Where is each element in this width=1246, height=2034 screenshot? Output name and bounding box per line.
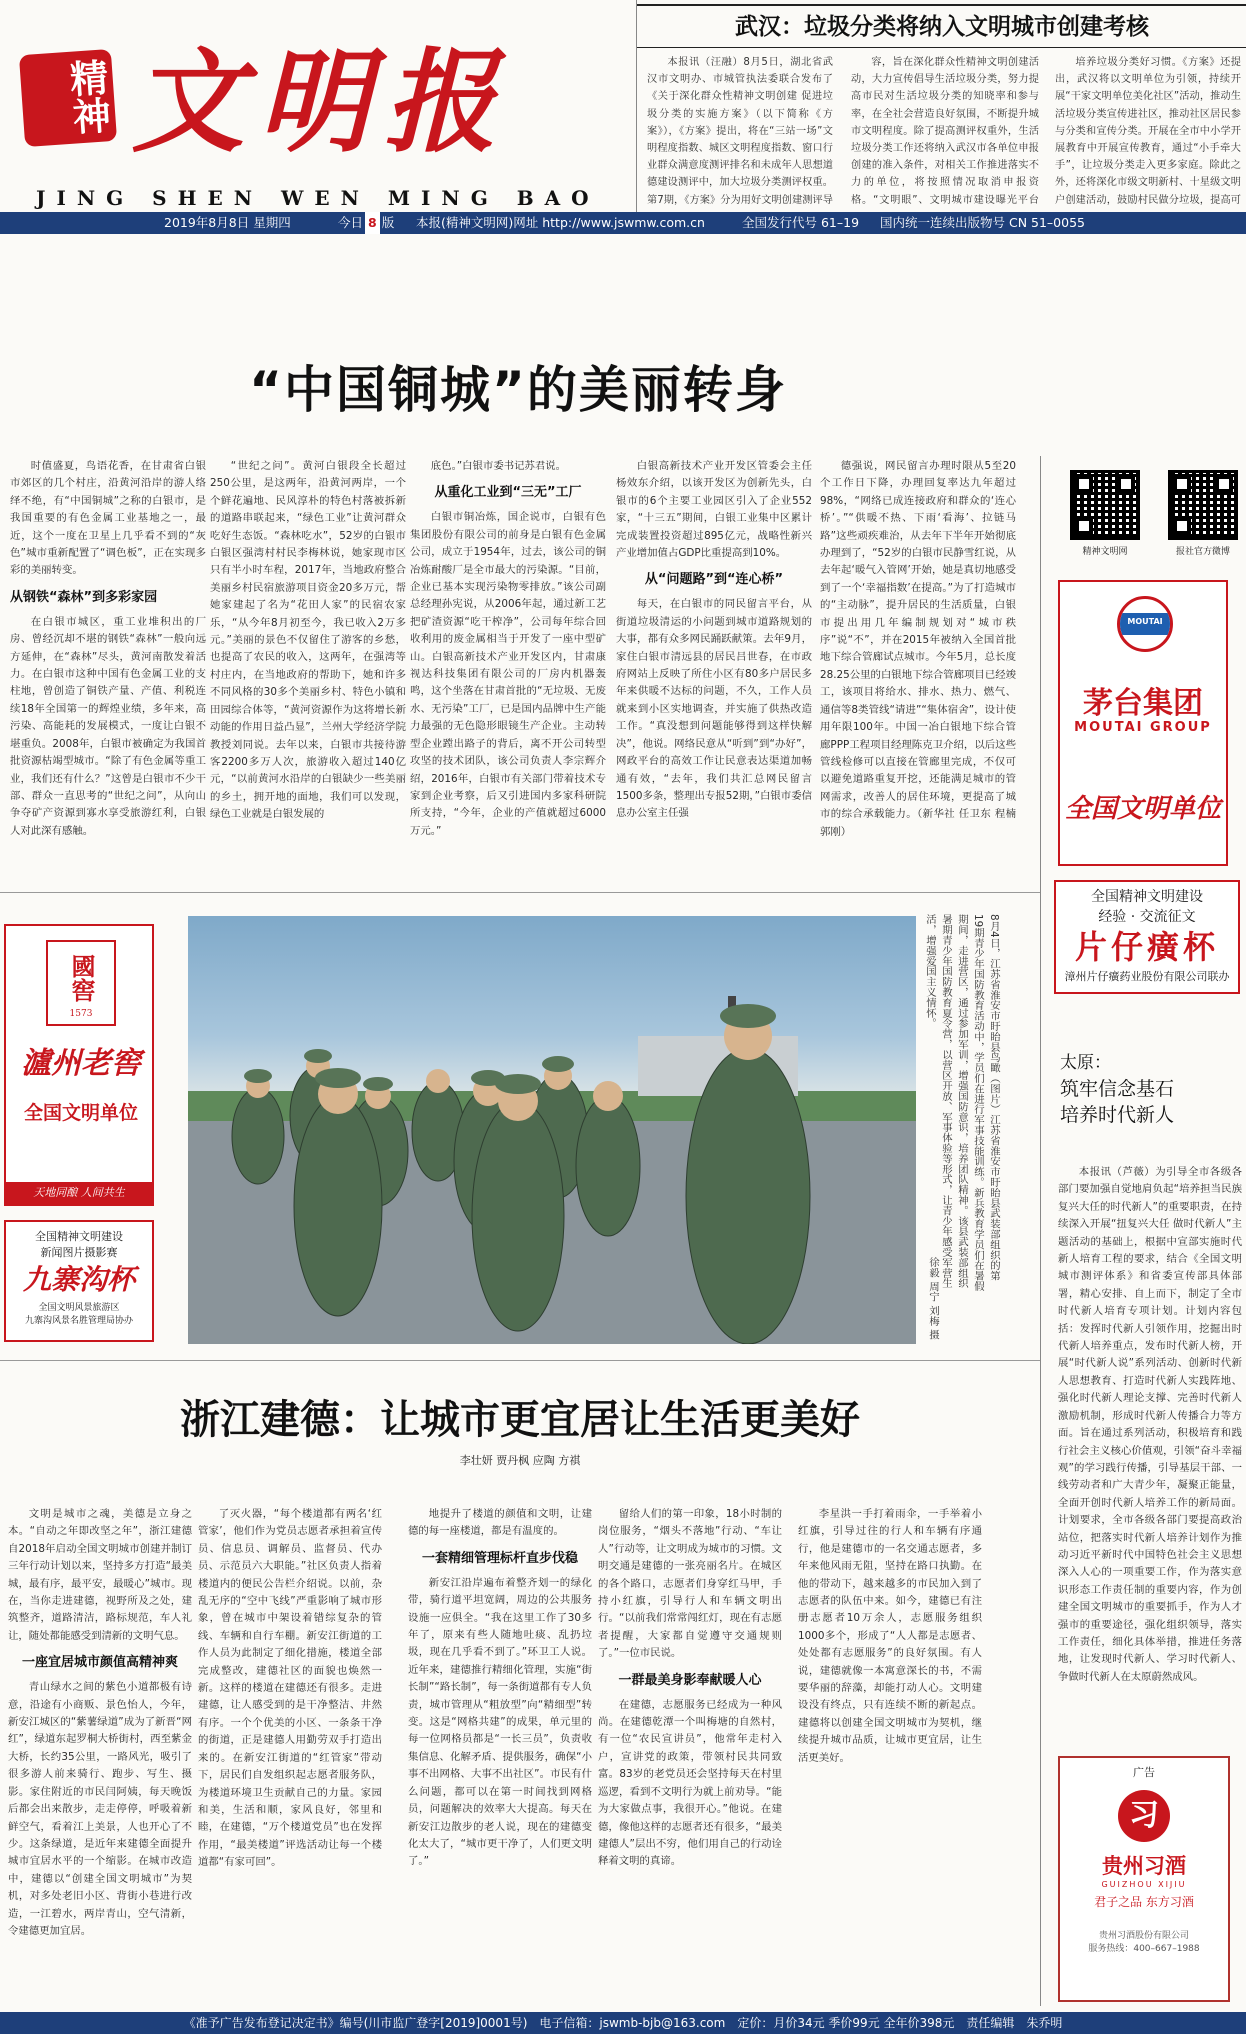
- jzg-foot2: 九寨沟风景名胜管理局协办: [24, 1316, 133, 1326]
- jzg-name: 九寨沟杯: [22, 1263, 135, 1296]
- info-bar: [0, 212, 1246, 234]
- article1-headline[interactable]: “中国铜城”的美丽转身: [249, 361, 787, 419]
- moutai-tag: 全国文明单位: [1064, 794, 1221, 824]
- article2-col1: 文明是城市之魂，美德是立身之本。“自动之年即改坚之年”，浙江建德自2018年启动全国文明城市创建并制订三年行动计划以来，坚持多方打造“最美城，最有序，最平安，最暖心”城市。现在，当你走进建德，视野所及之处，建筑整齐，道路清洁，路标规范，车人礼让，随处都能感受到清新的文明气息。 一座宜居城市颜值高精神爽 青山绿水之间的紫色小道都极有诗意，沿途有小商贩、景色怡人，今年，新安江城区的“紫薯绿道”成为了新晋“网红”，绿道东起罗桐大桥街村，西至紫金大桥，长约35公里，一路风光，吸引了很多游人前来骑行、跑步、写生、摄影。家住附近的市民闫阿姨，每天晚饭后都会出来散步，走走停停，呼吸着新鲜空气，看着江上美景，人也开心了不少。这条绿道，是近年来建德全面提升城市宜居水平的一个缩影。在城市改造中，建德以“创建全国文明城市”为契机，对多处老旧小区、背街小巷进行改造，一江碧水，两岸青山，空气清新，令建德更加宜居。: [8, 1508, 192, 1937]
- photo-caption: [922, 914, 1034, 1344]
- moutai-en: MOUTAI GROUP: [1074, 720, 1212, 735]
- xijiu-slogan: 君子之品 东方习酒: [1094, 1895, 1194, 1909]
- issue-code: 全国发行代号 61–19: [742, 215, 860, 230]
- article1-col1: 时值盛夏，鸟语花香，在甘肃省白银市郊区的几个村庄，沿黄河沿岸的游人络绎不绝，有“中国铜城”之称的白银市，是我国重要的有色金属工业基地之一，最近，这个一度在卫星上几乎看不到的“灰色”城市重新配置了“调色板”，正在实现多彩的美丽转变。 从钢铁“森林”到多彩家园 在白银市城区，重工业堆积出的厂房、曾经沉却不堪的钢铁“森林”一般向远方延伸，在“森林”尽头，黄河南散发着活力。在白银市这种中国有色金属工业的支柱地，曾创造了铜铁产量、产值、利税连续18年全国第一的辉煌业绩，多年来，高污染、高能耗的发展模式，一度让白银不堪重负。2008年，白银市被确定为我国首批资源枯竭型城市。“除了有色金属等重工业，我们还有什么？”这曾是白银市不少干部、群众一直思考的“世纪之问”，从向山争夺矿产资源到寡水享受旅游红利，白银人对此深有感触。: [10, 460, 206, 837]
- pzh-name: 片仔癀杯: [1074, 928, 1219, 966]
- xijiu-name: 贵州习酒: [1102, 1854, 1186, 1878]
- moutai-name: 茅台集团: [1083, 686, 1203, 721]
- qr1-label: 精神文明网: [1082, 547, 1128, 557]
- guojiao-seal-icon: 國窖 1573: [46, 940, 116, 1026]
- pzh-company: 漳州片仔癀药业股份有限公司联办: [1064, 970, 1230, 983]
- pianzaihuang-ad[interactable]: [1054, 880, 1240, 994]
- masthead: [0, 0, 630, 210]
- article2-subhead2: 一套精细管理标杆直步伐稳: [421, 1550, 578, 1566]
- taiyuan-sub2: 培养时代新人: [1060, 1104, 1175, 1126]
- taiyuan-headline[interactable]: [1060, 1050, 1240, 1128]
- article2-col5: 李星洪一手打着雨伞，一手举着小红旗，引导过往的行人和车辆有序通行，他是建德市的一名交通志愿者，多年来他风雨无阻，坚持在路口执勤。在他的带动下，越来越多的市民加入到了志愿者的队伍中来。如今，建德已有注册志愿者10万余人，志愿服务组织1000多个，形成了“人人都是志愿者、处处都有志愿服务”的良好氛围。有人说，建德就像一本寓意深长的书，不需要华丽的辞藻，却能打动人心。文明建设没有终点，只有连续不断的新起点。建德将以创建全国文明城市为契机，继续提升城市品质，让城市更宜居，让生活更美好。: [798, 1508, 982, 1764]
- top-headline-text: 武汉：垃圾分类将纳入文明城市创建考核: [735, 14, 1149, 40]
- ad-label: 广告: [1133, 1766, 1155, 1779]
- logo-small-text: 精神: [62, 57, 113, 137]
- page-count: 今日 8 版: [338, 212, 394, 234]
- photo-caption-text: 8月4日，江苏省淮安市盱眙县鸟瞰（图片）江苏省淮安市盱眙县武装部组织的第19期青少年国防教育活动中，学员们在进行军事技能训练。新兵教育学员们在暑假期间，走进营区，通过参加军训，增强国防意识，培养团队精神。该县武装部组织暑期青少年国防教育夏令营，以营区开放、军事体验等形式，让青少年感受军营生活，增强爱国主义情怀。: [924, 914, 1000, 1292]
- photo-credit: 徐毅 周宁 刘梅 摄: [927, 1257, 939, 1340]
- issue-date: 2019年8月8日 星期四: [164, 215, 291, 230]
- xijiu-logo-icon: 习: [1118, 1790, 1170, 1842]
- photo-scene-svg: [188, 916, 916, 1344]
- issn: 国内统一连续出版物号 CN 51–0055: [880, 215, 1085, 230]
- jiuzhaigou-ad[interactable]: [4, 1220, 154, 1342]
- qr-code-icon[interactable]: [1168, 470, 1238, 540]
- qr2-label: 报社官方微博: [1175, 547, 1230, 557]
- luzhou-slogan: 天地同酿 人间共生: [6, 1182, 152, 1204]
- article2-headline[interactable]: 浙江建德：让城市更宜居让生活更美好: [180, 1397, 860, 1443]
- taiyuan-head: 太原：: [1060, 1053, 1111, 1073]
- footer-text: 《准予广告发布登记决定书》编号(川市监广登字[2019]0001号) 电子信箱：jswmb-bjb@163.com 定价：月价34元 季价99元 全年价398元 责任编辑 朱乔明: [183, 2016, 1063, 2030]
- sidebar-divider: [1040, 456, 1041, 2006]
- article2-subhead3: 一群最美身影奉献暖人心: [618, 1672, 762, 1688]
- top-story-box: [636, 0, 1246, 212]
- xijiu-phone: 服务热线：400–667–1988: [1088, 1944, 1200, 1954]
- top-story-col2: 容，旨在深化群众性精神文明创建活动，大力宣传倡导生活垃圾分类，努力提高市民对生活垃圾分类的知晓率和参与率，在全社会营造良好氛围，不断提升城市文明程度。除了提高测评权重外，生活垃圾分类工作还将纳入武汉市各单位申报创建的准入条件，对相关工作推进落实不力的单位，将按照情况取消申报资格。“文明眼”、文明城市建设曝光平台: [851, 57, 1039, 206]
- article1-subhead1: 从钢铁“森林”到多彩家园: [10, 589, 158, 605]
- jzg-line2: 新闻图片摄影赛: [40, 1246, 118, 1259]
- news-photo[interactable]: [188, 916, 916, 1344]
- moutai-ad[interactable]: [1058, 580, 1228, 866]
- pzh-line1: 全国精神文明建设: [1091, 889, 1203, 905]
- top-story-col3: 培养垃圾分类好习惯。《方案》还提出，武汉将以文明单位为引领，持续开展“干家文明单位美化社区”活动，推动生活垃圾分类宣传进社区，推动社区居民参与分类和宣传分类。开展在全市中小学开展教育中开展宣传教育，通过“小手牵大手”，让垃圾分类走入更多家庭。除此之外，还将深化市级文明新村、十星级文明户创建活动，鼓励村民做分垃圾，提高可: [1055, 57, 1241, 206]
- article2-col3: 地提升了楼道的颜值和文明，让建德的每一座楼道，都是有温度的。 一套精细管理标杆直步伐稳 新安江沿岸遍布着整齐划一的绿化带，骑行道平坦宽阔，周边的公共服务设施一应俱全。“我在这里工作了30多年了，原来有些人随地吐痰、乱扔垃圾，现在几乎看不到了。”环卫工人说。近年来，建德推行精细化管理，实施“街长制”“路长制”，每一条街道都有专人负责，城市管理从“粗放型”向“精细型”转变。这是“网格共建”的成果，单元里的每一位网格员都是“一长三员”，负责收集信息、化解矛盾、提供服务，确保“小事不出网格、大事不出社区”。市民有什么问题，都可以在第一时间找到网格员，问题解决的效率大大提高。每天在新安江边散步的老人说，现在的建德变化太大了，“城市更干净了，人们更文明了。”: [408, 1508, 592, 1868]
- article1-subhead3: 从“问题路”到“连心桥”: [644, 572, 784, 588]
- luzhou-laojiao-ad[interactable]: [4, 924, 154, 1206]
- taiyuan-sub1: 筑牢信念基石: [1060, 1078, 1175, 1100]
- pzh-line2: 经验 · 交流征文: [1098, 909, 1196, 925]
- article1-subhead2: 从重化工业到“三无”工厂: [434, 485, 582, 501]
- site-url[interactable]: 本报(精神文明网)网址 http://www.jswmw.com.cn: [416, 215, 705, 230]
- luzhou-tag: 全国文明单位: [23, 1102, 138, 1124]
- top-headline[interactable]: [637, 4, 1246, 48]
- article1-col2: “世纪之问”。黄河白银段全长超过250公里，是这两年，沿黄河两岸，一个个鲜花遍地、民风淳朴的特色村落被拆新的道路串联起来，“绿色工业”让黄河群众吃好生态饭。“森林吃水”，52岁的白银市白银区强湾村村民李梅林说，她家现市区只有半小时车程，2017年，当地政府整合美丽乡村民宿旅游项目资金20多万元，帮她家建起了名为“花田人家”的民宿农家乐，“从今年8月初至今，我已收入2万多元。”美丽的景色不仅留住了游客的乡愁，也提高了农民的收入，这两年，在强湾等村庄内，在当地政府的帮助下，她和许多不同风格的30多个美丽乡村、特色小镇和田园综合体等，“黄河资源作为这将增长新动能的作用日益凸显”，兰州大学经济学院教授刘同说。去年以来，白银市共接待游客2200多万人次，旅游收入超过140亿元，“以前黄河水沿岸的白银缺少一些美丽的乡土，拥开地的面地，我们可以发现，绿色工业就是白银发展的: [210, 460, 406, 821]
- logo-seal: [19, 49, 117, 147]
- moutai-logo-icon: MOUTAI: [1117, 596, 1173, 652]
- jzg-foot1: 全国文明风景旅游区: [38, 1303, 120, 1313]
- section-divider: [0, 892, 1040, 893]
- article2-col2: 了灭火器，“每个楼道都有两名‘红管家’，他们作为党员志愿者承担着宣传员、信息员、调解员、监督员、代办员、示范员六大职能。”社区负责人指着楼道内的便民公告栏介绍说。以前，杂乱无序的“空中飞线”严重影响了城市形象，曾在城市中架设着错综复杂的管线、车辆和自行车棚。新安江街道的工作人员为此制定了细化措施，楼道全部完成整改，建德社区的面貌也焕然一新。这样的楼道在建德还有很多。走进建德，让人感受到的是干净整洁、井然有序。一个个优美的小区、一条条干净的街道，正是建德人用勤劳双手打造出来的。在新安江街道的“红管家”带动下，居民们自发组织起志愿者服务队，为楼道环境卫生贡献自己的力量。家园和美，生活和顺，家风良好，邻里和睦，在建德，“万个楼道党员”也在发挥作用，“最美楼道”评选活动让每一个楼道都“有家可回”。: [198, 1508, 382, 1869]
- article2-byline: 李壮妍 贾丹枫 应陶 方祺: [459, 1454, 581, 1467]
- article1-col3: 底色。”白银市委书记苏君说。 从重化工业到“三无”工厂 白银市铜冶炼，国企说市，白银有色集团股份有限公司的前身是白银有色金属公司，成立于1954年，过去，该公司的铜冶炼耐酸厂是全市最大的污染源。“目前，企业已基本实现污染物零排放。”该公司副总经理孙宪说，从2006年起，通过新工艺把矿渣资源“吃干榨净”，公司每年综合回收利用的废金属相当于开发了一座中型矿山。白银高新技术产业开发区内，甘肃康视达科技集团有限公司的厂房内机器轰鸣，这个坐落在甘肃首批的“无垃圾、无废水、无污染”工厂，已是国内品牌中生产能力最强的无色隐形眼镜生产企业。主动转型企业蹚出路子的背后，离不开公司转型攻坚的技术团队，该公司负责人李宗辉介绍，2016年，白银市有关部门带着技术专家到企业考察，后又引进国内多家科研院所支持，“今年，企业的产值就超过6000万元。”: [410, 460, 606, 837]
- logo-pinyin: JING SHEN WEN MING BAO: [36, 186, 600, 210]
- logo-main: 文明报: [132, 37, 510, 168]
- footer-bar: [0, 2012, 1246, 2034]
- qr-code-icon[interactable]: [1070, 470, 1140, 540]
- jzg-line1: 全国精神文明建设: [35, 1230, 123, 1243]
- xijiu-company: 贵州习酒股份有限公司: [1098, 1931, 1189, 1941]
- luzhou-name: 瀘州老窖: [21, 1046, 141, 1081]
- taiyuan-text: 本报讯（芦薇）为引导全市各级各部门要加强自觉地肩负起“培养担当民族复兴大任的时代新人”的重要职责，在持续深入开展“扭复兴大任 做时代新人”主题活动的基础上，根据中宣部实施时代新人培育工程的要求，结合《全国文明城市测评体系》和省委宣传部具体部署，精心安排、自上而下，制定了全市时代新人培育专项计划。计划内容包括：发挥时代新人引领作用，挖掘出时代新人培养重点，发布时代新人榜，开展“时代新人说”系列活动、创新时代新人思想教育、打造时代新人实践阵地、强化时代新人理论支撑、完善时代新人激励机制，形成时代新人传播合力等方面。旨在通过系列活动，积极培育和践行社会主义核心价值观，引领“奋斗幸福观”的学习践行传播，引导基层干部、一线劳动者和广大青少年，凝聚正能量，全面开创时代新人培养工作的新局面。计划要求，全市各级各部门要提高政治站位，把落实时代新人培养计划作为推动习近平新时代中国特色社会主义思想深入人心的一项重要工作，作为落实意识形态工作责任制的重要内容，作为创建全国文明城市的重要抓手，作为人才强市的重要途径，强化组织领导，落实工作责任，细化具体举措，推进任务落地，让发现时代新人、学习时代新人、争做时代新人在太原蔚然成风。: [1058, 1166, 1242, 1683]
- article2-subhead1: 一座宜居城市颜值高精神爽: [21, 1655, 178, 1671]
- section-divider: [0, 1360, 1040, 1361]
- xijiu-ad[interactable]: [1058, 1756, 1230, 2002]
- xijiu-en: GUIZHOU XIJIU: [1101, 1880, 1187, 1889]
- top-story-col1: 本报讯（汪融）8月5日，湖北省武汉市文明办、市城管执法委联合发布了《关于深化群众性精神文明创建 促进垃圾分类的实施方案》（以下简称《方案》），《方案》提出，将在“三站一场”文明程度指数、城区文明程度指数、窗口行业群众满意度测评排名和未成年人思想道德建设测评中，加大垃圾分类测评权重。第7期，《方案》分为用好文明创建测评导: [647, 57, 833, 206]
- article1-col5: 德强说，网民留言办理时限从5至20个工作日下降，办理回复率达九年超过98%，“网络已成连接政府和群众的‘连心桥’。”“供暖不热、下雨‘看海’、拉链马路”这些顽疾难治，从去年下半年开始彻底办理到了，“52岁的白银市民静雪红说，从去年起‘暖气入管网’开始，她是真切地感受到了一个‘幸福指数’在提高。”为了打造城市的“主动脉”，提升居民的生活质量，白银市提出用几年编制规划对“城市秩序”说“不”，并在2015年被纳入全国首批地下综合管廊试点城市。今年5月，总长度28.25公里的白银地下综合管廊项目已经竣工，该项目将给水、排水、热力、燃气、通信等8类管线“请进”“集体宿舍”，设计使用年限100年。中国一冶白银地下综合管廊PPP工程项目经理陈克卫介绍，以后这些管线检修可以直接在管廊里完成，不仅可以避免道路重复开挖，还能满足城市的管网需求，改善人的居住环境，更提高了城市的综合承载能力。（新华社 任卫东 程楠 郭刚）: [820, 460, 1016, 838]
- article1-col4: 白银高新技术产业开发区管委会主任杨效东介绍，以该开发区为创新先头，白银市的6个主要工业园区引入了企业552家，“十三五”期间，白银工业集中区累计完成装置投资超过895亿元，战略性新兴产业增加值占GDP比重提高到10%。 从“问题路”到“连心桥” 每天，在白银市的同民留言平台，从街道垃圾清运的小问题到城市道路规划的大事，都有众多网民踊跃献策。去年9月，家住白银市清远县的居民吕世春，在市政府网站上反映了所住小区有80多户居民多年来供暖不达标的问题，不久，工作人员就来到小区实地调查，并实施了供热改造工作。“真没想到问题能够得到这样快解决”，他说。网络民意从“听到”到“办好”，网政平台的高效工作让民意表达渠道加畅通有效，“去年，我们共汇总网民留言1500多条，整理出专报52期，”白银市委信息办公室主任强: [616, 460, 812, 820]
- article2-col4: 留给人们的第一印象，18小时制的岗位服务，“烟头不落地”行动、“车让人”行动等，让文明成为城市的习惯。文明交通是建德的一张亮丽名片。在城区的各个路口，志愿者们身穿红马甲，手持小红旗，引导行人和车辆文明出行。“以前我们常常闯红灯，现在有志愿者提醒，大家都自觉遵守交通规则了。”一位市民说。 一群最美身影奉献暖人心 在建德，志愿服务已经成为一种风尚。在建德乾潭一个叫梅塘的自然村，有一位“农民宣讲员”，他常年走村入户，宣讲党的政策，带领村民共同致富。83岁的老党员还会坚持每天在村里巡逻，看到不文明行为就上前劝导。“能为大家做点事，我很开心。”他说。在建德，像他这样的志愿者还有很多，“最美建德人”层出不穷，他们用自己的行动诠释着文明的真谛。: [598, 1508, 782, 1868]
